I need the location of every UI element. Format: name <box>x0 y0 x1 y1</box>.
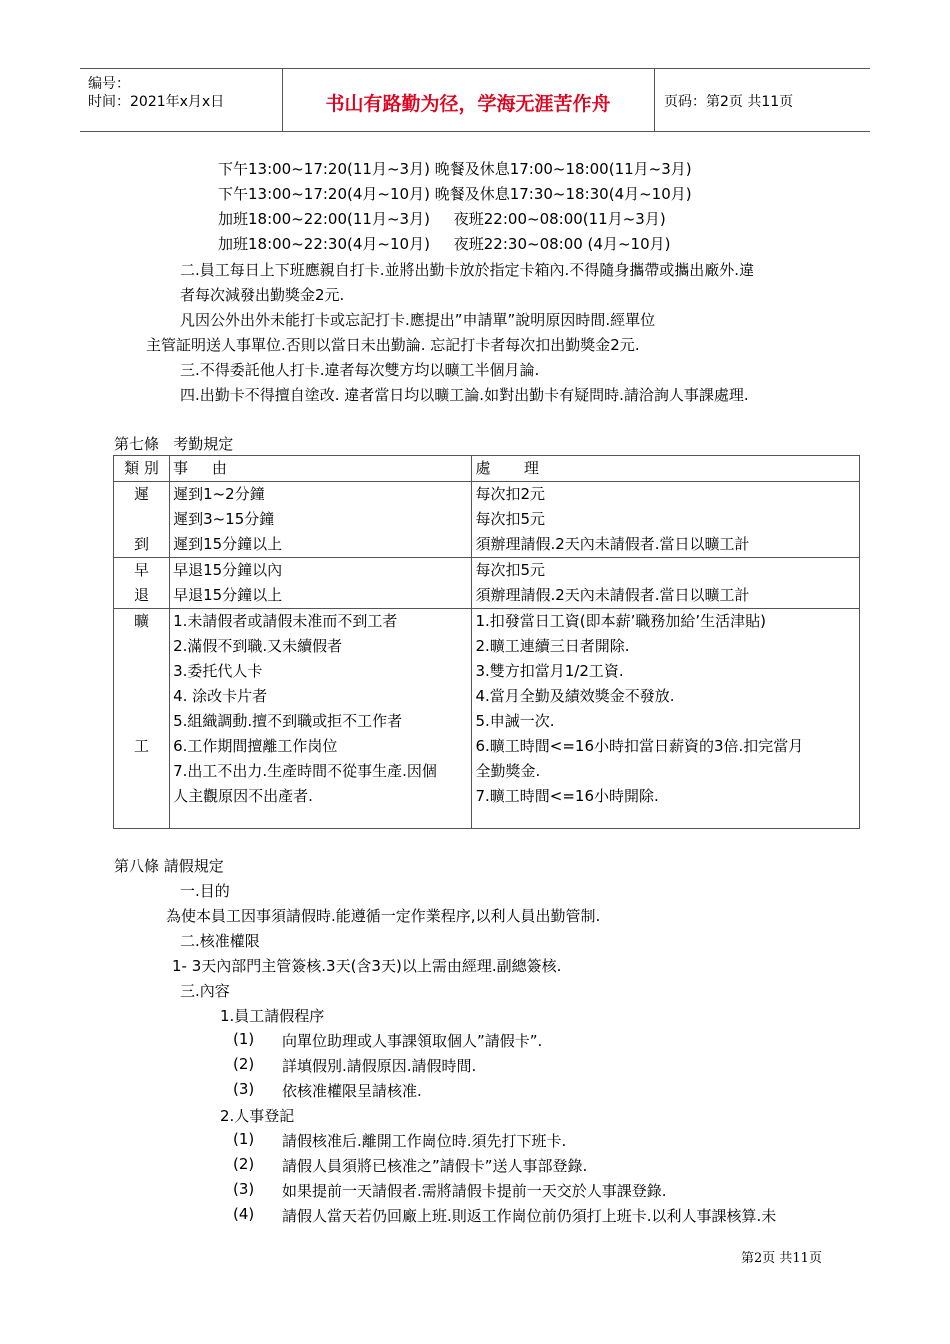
list-item: 須辦理請假.2天內未請假者.當日以曠工計 <box>475 586 750 604</box>
list-item: 請假核准后.離開工作崗位時.須先打下班卡. <box>282 1132 567 1150</box>
list-item: 4.當月全勤及績效獎金不發放. <box>475 687 675 705</box>
list-item-number: (4) <box>233 1205 255 1223</box>
list-item: 向單位助理或人事課領取個人”請假卡”. <box>282 1032 543 1050</box>
table-header-row <box>114 456 860 482</box>
late-actions <box>472 482 860 558</box>
list-item: 每次扣5元 <box>475 510 545 528</box>
section-title: 二.核准權限 <box>180 932 260 950</box>
rule-2-text: 者每次減發出勤獎金2元. <box>180 286 345 304</box>
schedule-line: 下午13:00~17:20(11月~3月) 晚餐及休息17:00~18:00(11月~3月) <box>218 160 692 178</box>
list-item-number: (3) <box>233 1080 255 1098</box>
schedule-line: 加班18:00~22:00(11月~3月) 夜班22:00~08:00(11月~3月) <box>218 210 666 228</box>
attendance-table <box>113 455 860 829</box>
schedule-line: 下午13:00~17:20(4月~10月) 晚餐及休息17:30~18:30(4月~10月) <box>218 185 692 203</box>
early-actions <box>472 558 860 609</box>
schedule-line: 加班18:00~22:30(4月~10月) 夜班22:30~08:00 (4月~10月) <box>218 235 671 253</box>
list-item: 2.滿假不到職.又未續假者 <box>173 637 343 655</box>
header-motto-cell <box>282 69 655 131</box>
early-reasons <box>170 558 472 609</box>
page-number-label: 页码：第2页 共11页 <box>664 94 794 110</box>
table-row-early <box>114 558 860 609</box>
rule-2-text: 主管証明送人事單位.否則以當日未出勤論. 忘記打卡者每次扣出勤獎金2元. <box>146 336 640 354</box>
rule-2-text: 二.員工每日上下班應親自打卡.並將出勤卡放於指定卡箱內.不得隨身攜帶或攜出廠外.違 <box>180 261 755 279</box>
rule-4-text: 四.出勤卡不得擅自塗改. 違者當日均以曠工論.如對出勤卡有疑問時.請洽詢人事課處理. <box>180 386 749 404</box>
table-row-absent <box>114 609 860 829</box>
list-item: 7.出工不出力.生產時間不從事生產.因個 <box>173 762 437 780</box>
list-item: 詳填假別.請假原因.請假時間. <box>282 1057 477 1075</box>
list-item: 5.申誡一次. <box>475 712 555 730</box>
list-item-number: (2) <box>233 1155 255 1173</box>
list-item: 1.扣發當日工資(即本薪’職務加給’生活津貼) <box>475 612 767 630</box>
list-item: 1.未請假者或請假未准而不到工者 <box>173 612 398 630</box>
list-item: 請假人當天若仍回廠上班.則返工作崗位前仍須打上班卡.以利人事課核算.未 <box>282 1207 777 1225</box>
list-item: 早退15分鐘以上 <box>173 586 283 604</box>
list-item: 3.雙方扣當月1/2工資. <box>475 662 624 680</box>
header-category: 類 別 <box>114 456 170 482</box>
list-item-number: (3) <box>233 1180 255 1198</box>
rule-3-text: 三.不得委託他人打卡.違者每次雙方均以曠工半個月論. <box>180 361 540 379</box>
header-action: 處 理 <box>472 456 860 482</box>
list-item: 6.工作期間擅離工作岗位 <box>173 737 338 755</box>
list-item: 請假人員須將已核准之”請假卡”送人事部登錄. <box>282 1157 588 1175</box>
section-title: 三.內容 <box>180 982 230 1000</box>
category-late: 遲 到 <box>114 482 170 558</box>
list-item: 全勤獎金. <box>475 762 541 780</box>
list-item: 早退15分鐘以內 <box>173 561 283 579</box>
list-item: 人主觀原因不出產者. <box>173 787 313 805</box>
list-item: 遲到3~15分鐘 <box>173 510 275 528</box>
list-item: 每次扣2元 <box>475 485 545 503</box>
late-reasons <box>170 482 472 558</box>
list-item: 遲到1~2分鐘 <box>173 485 265 503</box>
list-item: 依核准權限呈請核准. <box>282 1082 422 1100</box>
header-reason: 事 由 <box>170 456 472 482</box>
number-label: 编号： <box>88 76 130 92</box>
category-early: 早 退 <box>114 558 170 609</box>
procedure-title: 1.員工請假程序 <box>220 1007 325 1025</box>
list-item-number: (1) <box>233 1030 255 1048</box>
list-item-number: (2) <box>233 1055 255 1073</box>
section-title: 一.目的 <box>180 882 230 900</box>
list-item: 4. 涂改卡片者 <box>173 687 268 705</box>
table-row-late <box>114 482 860 558</box>
list-item: 5.組織調動.擅不到職或拒不工作者 <box>173 712 403 730</box>
article-7-title: 第七條 考勤規定 <box>114 435 234 453</box>
list-item: 7.曠工時間<=16小時開除. <box>475 787 659 805</box>
category-absent: 曠 工 <box>114 609 170 829</box>
list-item: 遲到15分鐘以上 <box>173 535 283 553</box>
list-item: 須辦理請假.2天內未請假者.當日以曠工計 <box>475 535 750 553</box>
motto: 书山有路勤为径，学海无涯苦作舟 <box>325 93 611 115</box>
page-header <box>80 68 870 132</box>
list-item: 3.委托代人卡 <box>173 662 263 680</box>
absent-reasons <box>170 609 472 829</box>
section-body: 1- 3天內部門主管簽核.3天(含3天)以上需由經理.副總簽核. <box>172 957 562 975</box>
page-footer: 第2页 共11页 <box>741 1251 822 1266</box>
article-8-title: 第八條 請假規定 <box>114 857 224 875</box>
list-item: 2.曠工連續三日者開除. <box>475 637 630 655</box>
list-item: 6.曠工時間<=16小時扣當日薪資的3倍.扣完當月 <box>475 737 804 755</box>
absent-actions <box>472 609 860 829</box>
rule-2-text: 凡因公外出外未能打卡或忘記打卡.應提出”申請單”說明原因時間.經單位 <box>180 311 656 329</box>
list-item: 每次扣5元 <box>475 561 545 579</box>
list-item-number: (1) <box>233 1130 255 1148</box>
time-label: 时间：2021年x月x日 <box>88 94 225 110</box>
header-info-cell <box>80 69 283 131</box>
registration-title: 2.人事登記 <box>220 1107 295 1125</box>
header-page-cell <box>654 69 870 131</box>
list-item: 如果提前一天請假者.需將請假卡提前一天交於人事課登錄. <box>282 1182 667 1200</box>
section-body: 為使本員工因事須請假時.能遵循一定作業程序,以利人員出勤管制. <box>166 907 601 925</box>
